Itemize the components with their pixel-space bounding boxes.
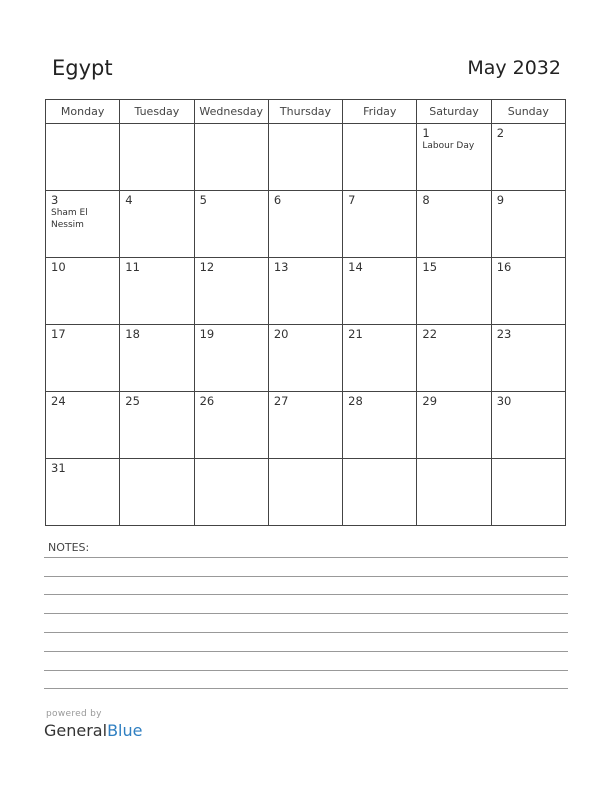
week-row — [46, 124, 566, 191]
day-cell — [268, 325, 342, 392]
day-number: 14 — [348, 260, 363, 274]
day-number: 21 — [348, 327, 363, 341]
day-cell — [343, 191, 417, 258]
note-line — [44, 613, 568, 614]
day-number: 11 — [125, 260, 140, 274]
day-cell — [268, 124, 342, 191]
day-number: 13 — [273, 260, 289, 274]
note-line — [44, 557, 568, 558]
day-number: 29 — [422, 394, 438, 408]
weekday-header: Thursday — [268, 100, 342, 124]
day-cell — [491, 325, 565, 392]
weekday-header: Sunday — [491, 100, 565, 124]
week-row — [46, 459, 566, 526]
day-number: 22 — [422, 327, 438, 341]
day-number: 12 — [199, 260, 215, 274]
week-row — [46, 191, 566, 258]
day-cell — [120, 191, 194, 258]
note-line — [44, 576, 568, 577]
weekday-header: Friday — [343, 100, 417, 124]
day-number: 28 — [348, 394, 363, 408]
day-number: 20 — [273, 327, 289, 341]
day-cell — [417, 191, 491, 258]
brand-general-text: General — [44, 721, 108, 740]
note-line — [44, 632, 568, 633]
day-cell — [343, 124, 417, 191]
day-number: 17 — [51, 327, 66, 341]
day-cell — [268, 392, 342, 459]
day-cell — [46, 459, 120, 526]
day-number: 1 — [422, 126, 430, 140]
day-number: 27 — [273, 394, 289, 408]
week-row — [46, 325, 566, 392]
day-cell — [194, 459, 268, 526]
day-cell — [194, 258, 268, 325]
week-row — [46, 258, 566, 325]
generalblue-logo[interactable] — [44, 721, 142, 740]
day-number: 9 — [496, 193, 505, 207]
day-number: 24 — [51, 394, 66, 408]
day-cell — [417, 392, 491, 459]
weekday-header: Saturday — [417, 100, 491, 124]
day-cell — [120, 325, 194, 392]
day-cell — [417, 325, 491, 392]
day-cell — [491, 392, 565, 459]
day-cell — [417, 459, 491, 526]
day-number: 15 — [422, 260, 438, 274]
day-cell — [120, 124, 194, 191]
day-number: 19 — [199, 327, 215, 341]
holiday-label: Sham El Nessim — [51, 208, 88, 230]
week-row — [46, 392, 566, 459]
day-cell — [120, 392, 194, 459]
day-cell — [491, 459, 565, 526]
country-title: Egypt — [52, 56, 113, 80]
brand-blue-text: Blue — [107, 721, 143, 740]
day-cell — [46, 392, 120, 459]
note-line — [44, 651, 568, 652]
calendar-grid — [45, 99, 566, 526]
day-cell — [343, 459, 417, 526]
day-cell — [194, 124, 268, 191]
day-cell — [194, 325, 268, 392]
day-number: 18 — [125, 327, 140, 341]
day-number: 25 — [125, 394, 140, 408]
weekday-header: Tuesday — [120, 100, 194, 124]
day-cell — [343, 325, 417, 392]
day-cell — [194, 392, 268, 459]
day-number: 7 — [348, 193, 356, 207]
day-cell — [268, 258, 342, 325]
day-number: 26 — [199, 394, 215, 408]
day-cell — [120, 258, 194, 325]
notes-label: NOTES: — [48, 541, 90, 554]
weekday-header-row — [46, 100, 566, 124]
day-number: 31 — [51, 461, 66, 475]
day-cell — [120, 459, 194, 526]
powered-by-text: powered by — [46, 709, 102, 719]
month-year-title: May 2032 — [467, 57, 561, 79]
day-cell — [46, 191, 120, 258]
weekday-header: Monday — [46, 100, 120, 124]
day-number: 30 — [496, 394, 512, 408]
day-cell — [343, 392, 417, 459]
day-cell — [491, 124, 565, 191]
day-number: 5 — [199, 193, 207, 207]
day-cell — [491, 191, 565, 258]
day-number: 4 — [125, 193, 133, 207]
day-number: 2 — [496, 126, 505, 140]
weekday-header: Wednesday — [194, 100, 268, 124]
note-line — [44, 670, 568, 671]
day-cell — [491, 258, 565, 325]
day-cell — [268, 459, 342, 526]
day-cell — [268, 191, 342, 258]
day-cell — [417, 258, 491, 325]
day-number: 8 — [422, 193, 430, 207]
day-number: 6 — [273, 193, 282, 207]
day-number: 10 — [51, 260, 66, 274]
day-number: 23 — [496, 327, 512, 341]
note-line — [44, 594, 568, 595]
day-number: 3 — [51, 193, 59, 207]
day-number: 16 — [496, 260, 512, 274]
day-cell — [417, 124, 491, 191]
day-cell — [343, 258, 417, 325]
day-cell — [46, 258, 120, 325]
day-cell — [46, 325, 120, 392]
note-line — [44, 688, 568, 689]
holiday-label: Labour Day — [422, 141, 475, 151]
day-cell — [46, 124, 120, 191]
day-cell — [194, 191, 268, 258]
